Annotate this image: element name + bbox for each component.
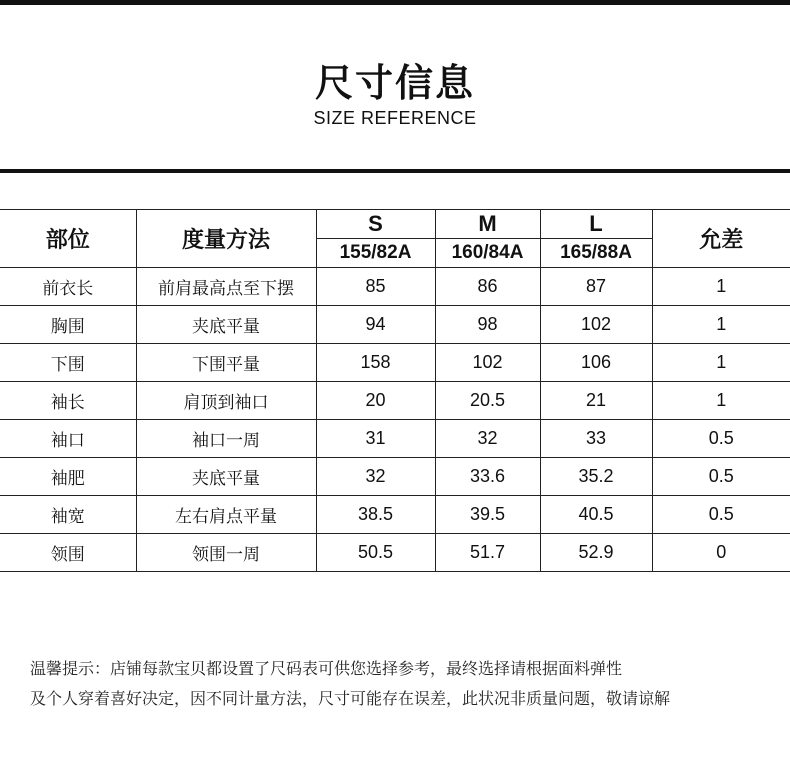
cell-method: 肩顶到袖口 bbox=[136, 382, 316, 420]
cell-size-l: 33 bbox=[540, 420, 652, 458]
cell-size-m: 33.6 bbox=[435, 458, 540, 496]
header-size-s: S bbox=[316, 210, 435, 239]
cell-part: 下围 bbox=[0, 344, 136, 382]
cell-size-s: 32 bbox=[316, 458, 435, 496]
cell-size-l: 106 bbox=[540, 344, 652, 382]
cell-size-m: 51.7 bbox=[435, 534, 540, 572]
cell-method: 袖口一周 bbox=[136, 420, 316, 458]
cell-method: 领围一周 bbox=[136, 534, 316, 572]
cell-size-m: 98 bbox=[435, 306, 540, 344]
cell-tolerance: 0.5 bbox=[652, 458, 790, 496]
cell-tolerance: 1 bbox=[652, 268, 790, 306]
cell-size-l: 35.2 bbox=[540, 458, 652, 496]
cell-method: 下围平量 bbox=[136, 344, 316, 382]
cell-method: 夹底平量 bbox=[136, 306, 316, 344]
section-divider bbox=[0, 169, 790, 173]
cell-method: 左右肩点平量 bbox=[136, 496, 316, 534]
cell-size-m: 20.5 bbox=[435, 382, 540, 420]
cell-size-m: 39.5 bbox=[435, 496, 540, 534]
cell-size-s: 94 bbox=[316, 306, 435, 344]
page-title: 尺寸信息 bbox=[314, 61, 475, 105]
cell-size-s: 50.5 bbox=[316, 534, 435, 572]
table-row bbox=[0, 420, 790, 458]
page-subtitle: SIZE REFERENCE bbox=[313, 108, 477, 128]
table-row bbox=[0, 306, 790, 344]
cell-method: 前肩最高点至下摆 bbox=[136, 268, 316, 306]
table-row bbox=[0, 458, 790, 496]
cell-size-l: 102 bbox=[540, 306, 652, 344]
cell-part: 胸围 bbox=[0, 306, 136, 344]
cell-size-s: 158 bbox=[316, 344, 435, 382]
cell-size-s: 38.5 bbox=[316, 496, 435, 534]
cell-part: 袖长 bbox=[0, 382, 136, 420]
cell-tolerance: 1 bbox=[652, 306, 790, 344]
header-size-l: L bbox=[540, 210, 652, 239]
cell-tolerance: 0 bbox=[652, 534, 790, 572]
table-row bbox=[0, 496, 790, 534]
cell-part: 袖肥 bbox=[0, 458, 136, 496]
top-divider bbox=[0, 0, 790, 5]
cell-part: 领围 bbox=[0, 534, 136, 572]
header-method: 度量方法 bbox=[136, 210, 316, 268]
cell-part: 袖口 bbox=[0, 420, 136, 458]
cell-part: 袖宽 bbox=[0, 496, 136, 534]
header-spec-l: 165/88A bbox=[540, 239, 652, 268]
cell-size-m: 102 bbox=[435, 344, 540, 382]
cell-size-m: 86 bbox=[435, 268, 540, 306]
header-size-m: M bbox=[435, 210, 540, 239]
table-row bbox=[0, 382, 790, 420]
cell-size-s: 85 bbox=[316, 268, 435, 306]
header-row bbox=[0, 210, 790, 239]
cell-part: 前衣长 bbox=[0, 268, 136, 306]
table-row bbox=[0, 344, 790, 382]
cell-size-m: 32 bbox=[435, 420, 540, 458]
cell-size-l: 87 bbox=[540, 268, 652, 306]
header-spec-m: 160/84A bbox=[435, 239, 540, 268]
cell-tolerance: 1 bbox=[652, 344, 790, 382]
cell-size-l: 52.9 bbox=[540, 534, 652, 572]
cell-tolerance: 0.5 bbox=[652, 496, 790, 534]
notice-line-2: 及个人穿着喜好决定，因不同计量方法，尺寸可能存在误差，此状况非质量问题，敬请谅解 bbox=[30, 689, 671, 708]
cell-tolerance: 1 bbox=[652, 382, 790, 420]
cell-size-s: 31 bbox=[316, 420, 435, 458]
cell-tolerance: 0.5 bbox=[652, 420, 790, 458]
header-spec-s: 155/82A bbox=[316, 239, 435, 268]
notice-line-1: 温馨提示：店铺每款宝贝都设置了尺码表可供您选择参考，最终选择请根据面料弹性 bbox=[30, 659, 623, 678]
header-tolerance: 允差 bbox=[652, 210, 790, 268]
cell-method: 夹底平量 bbox=[136, 458, 316, 496]
size-table bbox=[0, 209, 790, 572]
table-row bbox=[0, 268, 790, 306]
cell-size-s: 20 bbox=[316, 382, 435, 420]
cell-size-l: 21 bbox=[540, 382, 652, 420]
header-part: 部位 bbox=[0, 210, 136, 268]
table-row bbox=[0, 534, 790, 572]
cell-size-l: 40.5 bbox=[540, 496, 652, 534]
